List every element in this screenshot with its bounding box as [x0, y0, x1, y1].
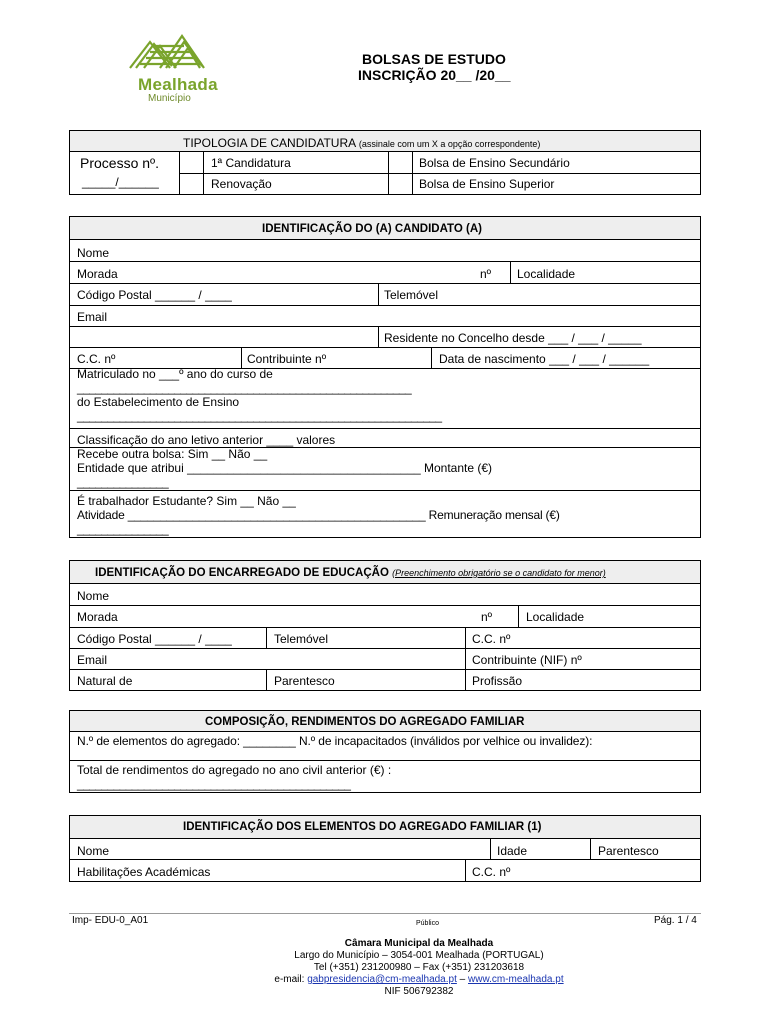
encarregado-note: (Preenchimento obrigatório se o candidato for menor) — [392, 568, 606, 578]
morada-label: Morada — [77, 267, 118, 281]
el-habilitacoes-label: Habilitações Académicas — [77, 865, 211, 879]
ee-profissao-label: Profissão — [472, 674, 523, 688]
org-address: Largo do Município – 3054-001 Mealhada (PORTUGAL) — [294, 950, 544, 961]
email-label: e-mail: — [274, 974, 305, 985]
telemovel-label: Telemóvel — [384, 288, 439, 302]
option-primeira-candidatura: 1ª Candidatura — [211, 156, 291, 170]
email-label: Email — [77, 310, 108, 324]
option-ensino-superior: Bolsa de Ensino Superior — [419, 177, 555, 191]
el-idade-label: Idade — [497, 844, 528, 858]
ee-cc-label: C.C. nº — [472, 632, 511, 646]
email-link[interactable]: gabpresidencia@cm-mealhada.pt — [307, 974, 457, 985]
ee-natural-label: Natural de — [77, 674, 133, 688]
ee-parentesco-label: Parentesco — [274, 674, 335, 688]
contact-separator: – — [459, 974, 466, 985]
org-nif: NIF 506792382 — [384, 986, 454, 997]
ee-email-label: Email — [77, 653, 108, 667]
residente-label: Residente no Concelho desde ___ / ___ / _____ — [384, 331, 642, 345]
org-phone: Tel (+351) 231200980 – Fax (+351) 231203618 — [313, 962, 525, 973]
tipologia-title: TIPOLOGIA DE CANDIDATURA — [183, 136, 356, 150]
checkbox-renovacao[interactable] — [180, 174, 202, 194]
page-number: Pág. 1 / 4 — [654, 915, 697, 926]
numero-label: nº — [480, 267, 492, 281]
nome-label: Nome — [77, 246, 110, 260]
ee-morada-label: Morada — [77, 610, 118, 624]
estabelecimento-label: do Estabelecimento de Ensino — [77, 395, 240, 409]
atividade-line[interactable]: _______________ — [77, 522, 169, 536]
matriculado-line[interactable]: _______________________________________________________ — [77, 381, 412, 395]
ee-nome-label: Nome — [77, 589, 110, 603]
elementos-title: IDENTIFICAÇÃO DOS ELEMENTOS DO AGREGADO FAMILIAR (1) — [183, 821, 542, 833]
classification: Público — [416, 920, 439, 927]
el-cc-label: C.C. nº — [472, 865, 511, 879]
el-parentesco-label: Parentesco — [598, 844, 659, 858]
ee-contribuinte-label: Contribuinte (NIF) nº — [472, 653, 582, 667]
rendimentos-line[interactable]: _____________________________________________ — [77, 777, 351, 791]
encarregado-title: IDENTIFICAÇÃO DO ENCARREGADO DE EDUCAÇÃO — [95, 567, 389, 579]
codigo-postal-label: Código Postal ______ / ____ — [77, 288, 232, 302]
org-name: Câmara Municipal da Mealhada — [344, 938, 494, 949]
municipality-logo — [120, 28, 220, 106]
form-code: Imp- EDU-0_A01 — [72, 915, 149, 926]
candidato-title: IDENTIFICAÇÃO DO (A) CANDIDATO (A) — [262, 223, 482, 235]
classificacao-label: Classificação do ano letivo anterior ____ valores — [77, 433, 336, 447]
checkbox-ensino-superior[interactable] — [389, 174, 411, 194]
matriculado-label: Matriculado no ___º ano do curso de — [77, 367, 273, 381]
tipologia-note: (assinale com um X a opção correspondente) — [358, 139, 541, 149]
entidade-label: Entidade que atribui ___________________________________ Montante (€) — [77, 461, 493, 475]
logo-mark-icon — [120, 28, 220, 78]
logo-name: Mealhada — [138, 75, 218, 94]
contribuinte-label: Contribuinte nº — [247, 352, 327, 366]
checkbox-primeira-candidatura[interactable] — [180, 152, 202, 173]
entidade-line[interactable]: _______________ — [77, 475, 169, 489]
checkbox-ensino-secundario[interactable] — [389, 152, 411, 173]
outra-bolsa-label: Recebe outra bolsa: Sim __ Não __ — [77, 447, 268, 461]
ee-localidade-label: Localidade — [526, 610, 585, 624]
website-link[interactable]: www.cm-mealhada.pt — [468, 974, 564, 985]
trabalhador-label: É trabalhador Estudante? Sim __ Não __ — [77, 494, 296, 508]
elementos-agregado-label: N.º de elementos do agregado: ________ N.º de incapacitados (inválidos por velhice ou invalidez): — [77, 734, 593, 748]
processo-number[interactable]: _____/______ — [82, 175, 159, 189]
org-contacts — [0, 974, 770, 986]
nascimento-label: Data de nascimento ___ / ___ / ______ — [439, 352, 650, 366]
ee-codigo-postal-label: Código Postal ______ / ____ — [77, 632, 232, 646]
option-ensino-secundario: Bolsa de Ensino Secundário — [419, 156, 570, 170]
rendimentos-label: Total de rendimentos do agregado no ano civil anterior (€) : — [77, 763, 392, 777]
cc-label: C.C. nº — [77, 352, 116, 366]
composicao-title: COMPOSIÇÃO, RENDIMENTOS DO AGREGADO FAMILIAR — [205, 716, 525, 728]
el-nome-label: Nome — [77, 844, 110, 858]
option-renovacao: Renovação — [211, 177, 272, 191]
atividade-label: Atividade ______________________________________________ Remuneração mensal (€) — [77, 508, 560, 522]
title-line-2: INSCRIÇÃO 20__ /20__ — [358, 67, 511, 83]
title-line-1: BOLSAS DE ESTUDO — [362, 51, 506, 67]
ee-numero-label: nº — [481, 610, 493, 624]
localidade-label: Localidade — [517, 267, 576, 281]
ee-telemovel-label: Telemóvel — [274, 632, 329, 646]
estabelecimento-line[interactable]: ____________________________________________________________ — [77, 409, 442, 423]
logo-subtitle: Município — [148, 93, 191, 104]
processo-label: Processo nº. — [80, 155, 160, 171]
